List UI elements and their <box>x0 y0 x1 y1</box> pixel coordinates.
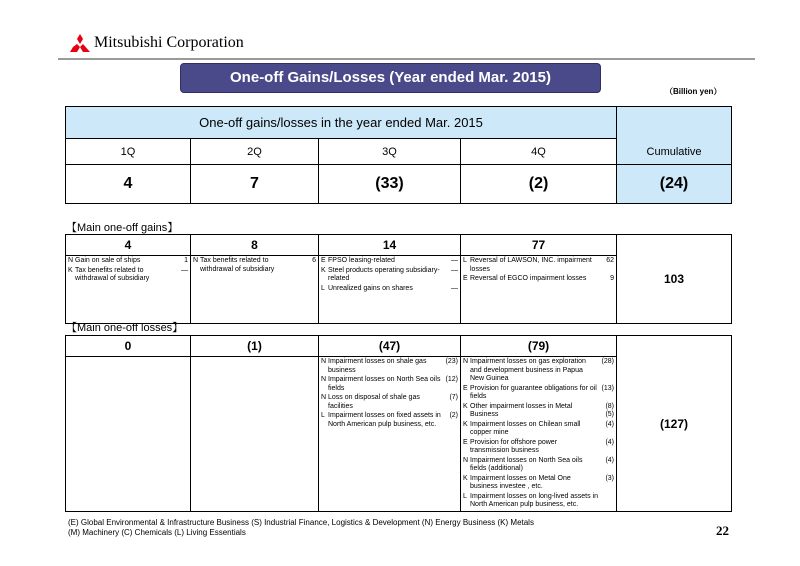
line-item <box>461 438 616 456</box>
line-item-text: Reversal of LAWSON, INC. impairment losses <box>470 257 592 273</box>
segment-legend-line: (M) Machinery (C) Chemicals (L) Living Essentials <box>68 528 246 537</box>
line-item-text: Impairment losses on shale gas business <box>328 358 427 374</box>
losses-items-3q <box>319 357 461 512</box>
line-item-amount: (4) <box>605 420 614 428</box>
line-item-amount: (4) <box>605 438 614 446</box>
gains-table <box>65 234 732 324</box>
quarter-value: 4 <box>66 165 191 204</box>
line-item <box>319 256 460 266</box>
losses-value: 0 <box>66 336 191 357</box>
line-item <box>461 474 616 492</box>
losses-cumulative: (127) <box>617 336 732 512</box>
line-item-amount: 62 <box>606 257 614 264</box>
line-item-amount: — <box>451 266 458 274</box>
unit-label: （Billion yen） <box>665 87 722 96</box>
line-item-amount: 6 <box>312 257 316 264</box>
losses-items-2q <box>191 357 319 512</box>
line-item-amount: (28) <box>601 358 614 365</box>
line-item-text: Gain on sale of ships <box>75 257 141 264</box>
line-item <box>319 266 460 284</box>
line-item <box>461 402 616 420</box>
line-item <box>461 456 616 474</box>
line-item-text: Impairment losses on Chilean small copper mine <box>470 420 581 436</box>
line-item-text: Steel products operating subsidiary-related <box>328 266 440 282</box>
segment-tag: E <box>463 438 468 446</box>
segment-tag: N <box>193 257 199 264</box>
cumulative-label: Cumulative <box>617 107 732 165</box>
line-item-text: Impairment losses on Metal One business investee , etc. <box>470 474 571 490</box>
segment-tag: N <box>463 358 469 365</box>
company-name: Mitsubishi Corporation <box>94 34 244 51</box>
quarter-label: 2Q <box>191 139 319 165</box>
line-item-text: Provision for offshore power transmission business <box>470 438 558 454</box>
line-item <box>319 375 460 393</box>
line-item <box>191 256 318 274</box>
line-item-amount: — <box>451 257 458 264</box>
line-item-amount: (13) <box>601 384 614 392</box>
line-item-text: Loss on disposal of shale gas facilities <box>328 394 420 410</box>
line-item <box>461 384 616 402</box>
quarter-value: (33) <box>319 165 461 204</box>
line-item <box>461 274 616 284</box>
gains-items-4q <box>461 256 617 324</box>
summary-heading: One-off gains/losses in the year ended Mar. 2015 <box>66 107 617 139</box>
line-item-text: Reversal of EGCO impairment losses <box>470 275 587 282</box>
quarter-label: 4Q <box>461 139 617 165</box>
line-item <box>319 411 460 429</box>
line-item-amount: (12) <box>445 376 458 383</box>
segment-tag: K <box>463 402 468 410</box>
gains-cumulative: 103 <box>617 235 732 324</box>
line-item-text: Other impairment losses in Metal Business <box>470 402 573 418</box>
gains-items-2q <box>191 256 319 324</box>
segment-legend <box>68 518 534 538</box>
losses-section-label: 【Main one-off losses】 <box>66 322 184 334</box>
line-item <box>66 256 190 266</box>
quarter-label: 3Q <box>319 139 461 165</box>
cumulative-value: (24) <box>617 165 732 204</box>
summary-table <box>65 106 732 204</box>
line-item-text: Impairment losses on long-lived assets in North American pulp business, etc. <box>470 492 599 508</box>
line-item-text: Tax benefits related to withdrawal of subsidiary <box>75 266 150 282</box>
losses-value: (47) <box>319 336 461 357</box>
losses-table <box>65 335 732 512</box>
line-item-amount <box>598 493 614 510</box>
line-item-text: Impairment losses on gas exploration and development business in Papua New Guinea <box>470 358 586 382</box>
line-item <box>319 393 460 411</box>
losses-value: (79) <box>461 336 617 357</box>
segment-tag: L <box>463 257 467 264</box>
line-item <box>461 256 616 274</box>
line-item-amount: (7) <box>449 394 458 401</box>
segment-tag: N <box>321 358 327 365</box>
line-item <box>66 266 190 284</box>
line-item-amount: 9 <box>610 275 614 282</box>
slide-title: One-off Gains/Losses (Year ended Mar. 2015) <box>180 63 601 93</box>
line-item <box>461 492 616 510</box>
page-number: 22 <box>716 523 729 538</box>
line-item-amount: (8) (5) <box>605 402 614 418</box>
segment-tag: K <box>68 266 73 274</box>
line-item-text: Impairment losses on North Sea oils fields (additional) <box>470 456 583 472</box>
header-divider <box>58 58 755 60</box>
line-item-text: Unrealized gains on shares <box>328 284 413 292</box>
line-item-text: FPSO leasing-related <box>328 257 395 264</box>
segment-tag: N <box>68 257 74 264</box>
segment-tag: N <box>321 394 327 401</box>
losses-items-1q <box>66 357 191 512</box>
line-item-text: Tax benefits related to withdrawal of subsidiary <box>200 257 275 273</box>
line-item-text: Provision for guarantee obligations for oil fields <box>470 384 597 400</box>
quarter-value: 7 <box>191 165 319 204</box>
segment-tag: L <box>321 412 325 419</box>
gains-items-3q <box>319 256 461 324</box>
line-item <box>461 420 616 438</box>
segment-tag: E <box>463 275 468 282</box>
line-item <box>319 357 460 375</box>
segment-tag: K <box>463 420 468 428</box>
quarter-label: 1Q <box>66 139 191 165</box>
quarter-value: (2) <box>461 165 617 204</box>
line-item-amount: (23) <box>445 358 458 365</box>
segment-tag: E <box>463 384 468 392</box>
gains-section-label: 【Main one-off gains】 <box>66 222 179 234</box>
line-item-text: Impairment losses on fixed assets in North American pulp business, etc. <box>328 412 441 428</box>
line-item-amount: — <box>181 266 188 274</box>
gains-items-1q <box>66 256 191 324</box>
segment-tag: K <box>321 266 326 274</box>
line-item-amount: (4) <box>605 456 614 464</box>
line-item-amount: (2) <box>449 412 458 419</box>
losses-items-4q <box>461 357 617 512</box>
line-item-amount: 1 <box>184 257 188 264</box>
segment-legend-line: (E) Global Environmental & Infrastructure Business (S) Industrial Finance, Logistics & Development (N) Energy Business (K) Metals <box>68 518 534 527</box>
line-item <box>319 284 460 294</box>
segment-tag: N <box>463 456 469 464</box>
segment-tag: L <box>321 284 325 292</box>
line-item-text: Impairment losses on North Sea oils fields <box>328 376 441 392</box>
gains-value: 77 <box>461 235 617 256</box>
line-item <box>461 357 616 384</box>
three-diamonds-icon <box>70 34 90 52</box>
company-logo <box>70 34 244 52</box>
gains-value: 4 <box>66 235 191 256</box>
losses-value: (1) <box>191 336 319 357</box>
gains-value: 8 <box>191 235 319 256</box>
line-item-amount: (3) <box>605 474 614 482</box>
segment-tag: E <box>321 257 326 264</box>
segment-tag: L <box>463 492 467 500</box>
segment-tag: N <box>321 376 327 383</box>
line-item-amount: — <box>451 284 458 292</box>
segment-tag: K <box>463 474 468 482</box>
gains-value: 14 <box>319 235 461 256</box>
